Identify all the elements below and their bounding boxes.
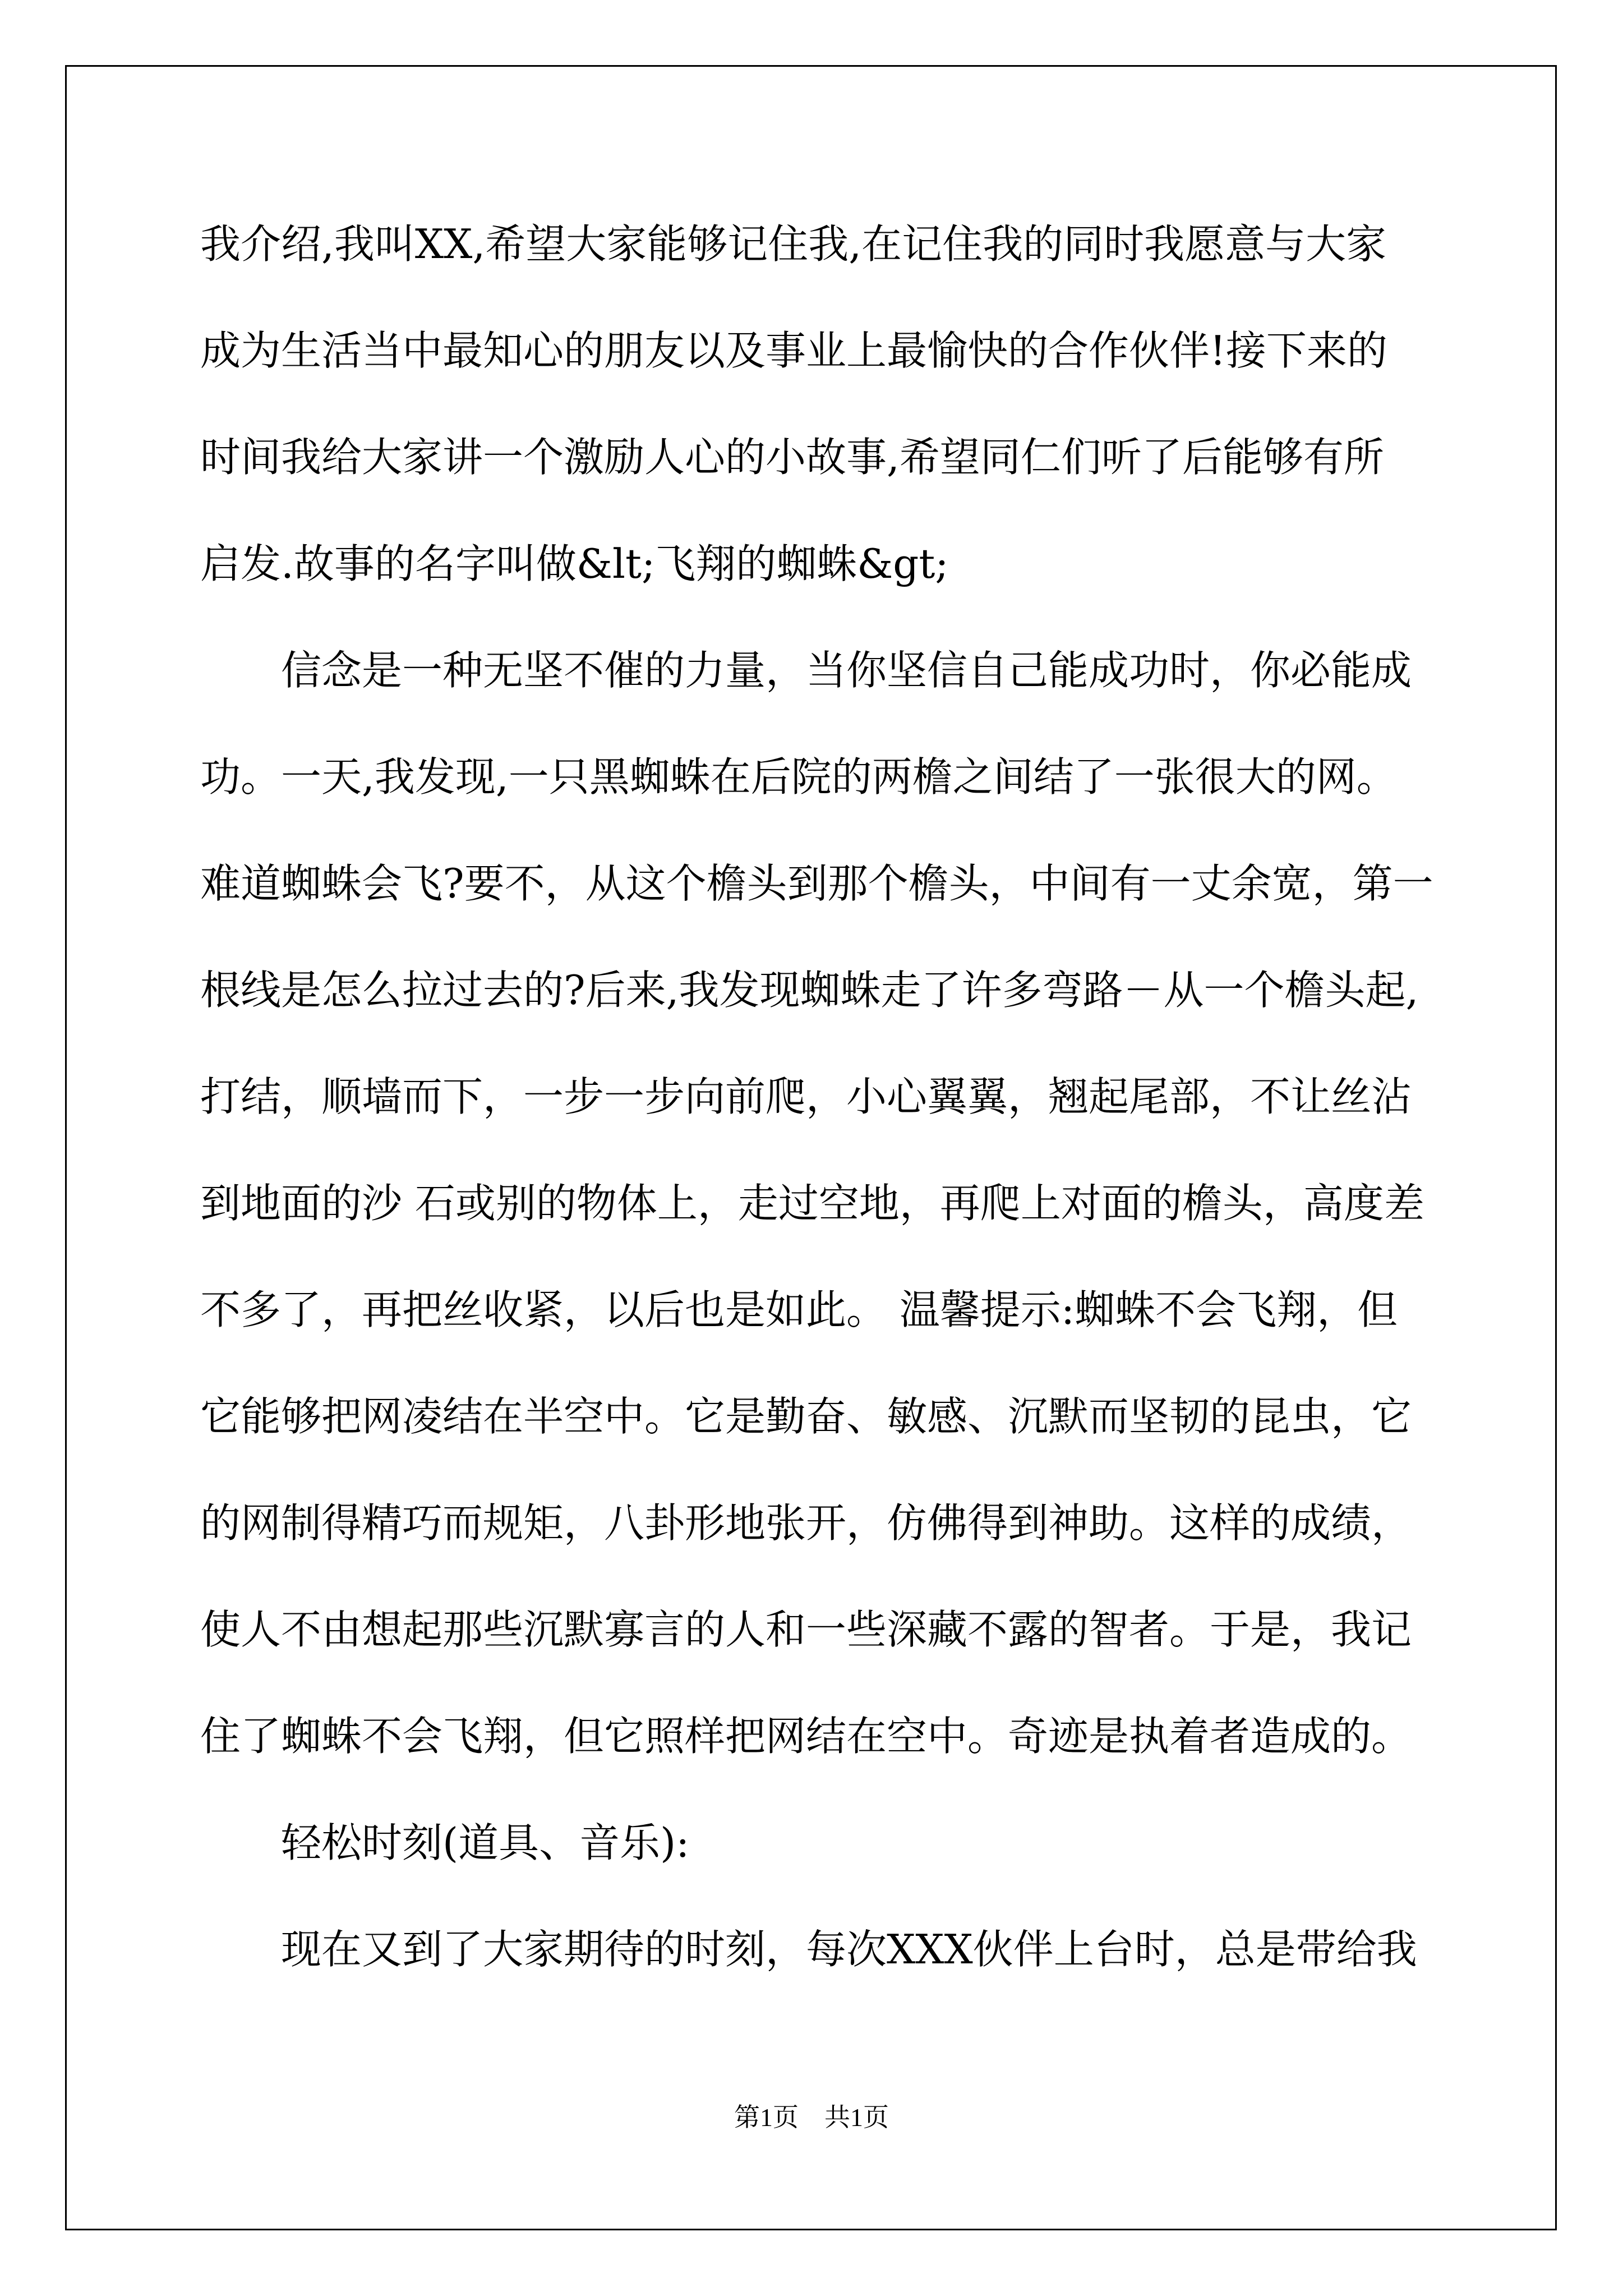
text-line: 根线是怎么拉过去的?后来,我发现蜘蛛走了许多弯路－从一个檐头起,	[200, 967, 1419, 1014]
text-line: 到地面的沙 石或别的物体上，走过空地，再爬上对面的檐头，高度差	[200, 1180, 1424, 1227]
text-line: 打结，顺墙而下，一步一步向前爬，小心翼翼，翘起尾部，不让丝沾	[200, 1073, 1412, 1120]
text-line: 时间我给大家讲一个激励人心的小故事,希望同仁们听了后能够有所	[200, 434, 1384, 481]
document-body	[200, 213, 1434, 2025]
text-line: 我介绍,我叫XX,希望大家能够记住我,在记住我的同时我愿意与大家	[200, 220, 1387, 268]
text-line: 功。一天,我发现,一只黑蜘蛛在后院的两檐之间结了一张很大的网。	[200, 753, 1397, 800]
text-line: 使人不由想起那些沉默寡言的人和一些深藏不露的智者。于是，我记	[200, 1606, 1412, 1653]
page-footer: 第1页 共1页	[734, 2103, 889, 2132]
text-line: 它能够把网凌结在半空中。它是勤奋、敏感、沉默而坚韧的昆虫，它	[200, 1393, 1412, 1440]
text-line: 启发.故事的名字叫做&lt;飞翔的蜘蛛&gt;	[200, 540, 949, 587]
text-line: 难道蜘蛛会飞?要不，从这个檐头到那个檐头，中间有一丈余宽，第一	[200, 860, 1433, 907]
text-line: 轻松时刻(道具、音乐):	[200, 1819, 690, 1866]
text-line: 信念是一种无坚不催的力量，当你坚信自己能成功时，你必能成	[200, 647, 1412, 694]
text-line: 现在又到了大家期待的时刻，每次XXX伙伴上台时，总是带给我	[200, 1926, 1417, 1973]
text-line: 成为生活当中最知心的朋友以及事业上最愉快的合作伙伴!接下来的	[200, 327, 1387, 374]
text-line: 住了蜘蛛不会飞翔，但它照样把网结在空中。奇迹是执着者造成的。	[200, 1713, 1412, 1760]
text-line: 不多了，再把丝收紧，以后也是如此。 温馨提示:蜘蛛不会飞翔，但	[200, 1286, 1398, 1333]
text-line: 的网制得精巧而规矩，八卦形地张开，仿佛得到神助。这样的成绩，	[200, 1499, 1412, 1547]
